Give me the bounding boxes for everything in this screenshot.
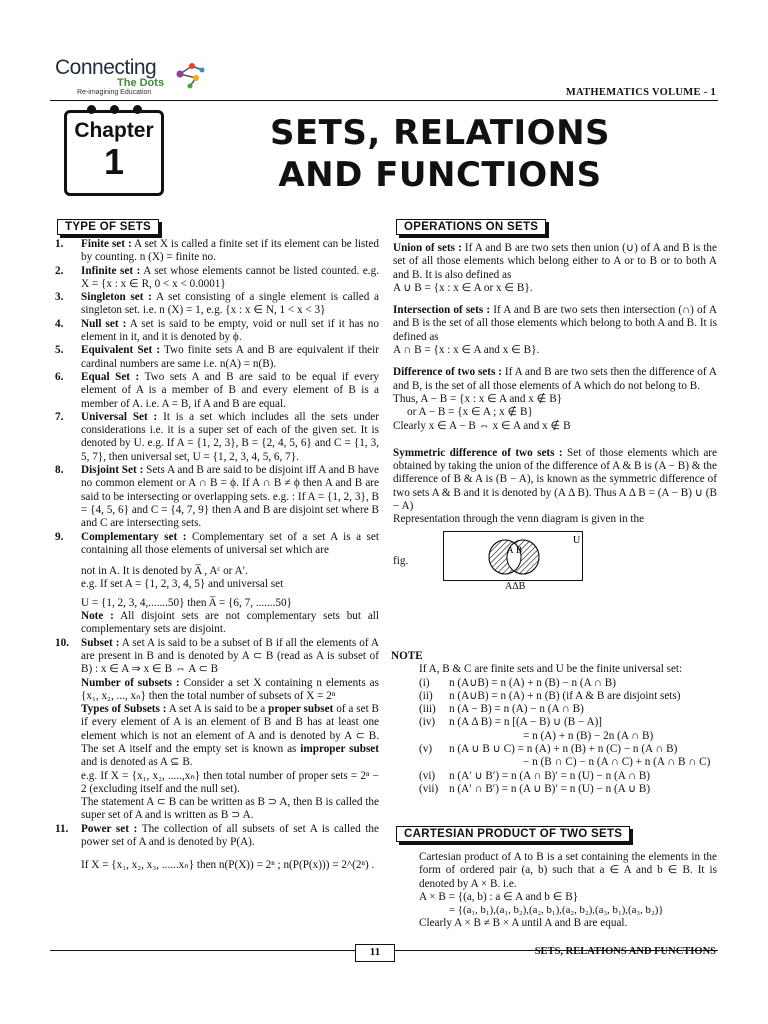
venn-label-a: A: [507, 544, 514, 555]
list-item: 3. Singleton set : A set consisting of a single element is called a singleton set. i.e. n (X) = 1, e.g. {x : x ∈ N, 1 < x < 3}: [55, 291, 380, 317]
note-row: (vii) n (A′ ∩ B′) = n (A ∪ B)′ = n (U) − n (A ∪ B): [419, 782, 651, 795]
note-row: (ii) n (A∪B) = n (A) + n (B) (if A & B are disjoint sets): [419, 689, 681, 702]
cartesian-formula-3: Clearly A × B ≠ B × A until A and B are equal.: [419, 917, 628, 930]
list-item: 5. Equivalent Set : Two finite sets A and B are equivalent if their cardinal numbers are same i.e. n(A) = n(B).: [55, 344, 379, 370]
power-set-example: If X = {x₁, x₂, x₃, ......xₙ} then n(P(X)) = 2ⁿ ; n(P(P(x))) = 2^(2ⁿ) .: [81, 859, 375, 872]
cartesian-formula-1: A × B = {(a, b) : a ∈ A and b ∈ B}: [419, 890, 579, 903]
header-rule: [50, 100, 718, 101]
note-row: (i) n (A∪B) = n (A) + n (B) − n (A ∩ B): [419, 676, 616, 689]
note-intro: If A, B & C are finite sets and U be the finite universal set:: [419, 663, 683, 676]
logo-sub-text: The Dots: [117, 77, 165, 89]
notes-block: [393, 650, 717, 796]
venn-diagram: [443, 531, 583, 581]
venn-caption: AΔB: [505, 580, 526, 592]
cartesian-definition: Cartesian product of A to B is a set containing the elements in the form of ordered pair (a, b) such that a ∈ A and b ∈ B. It is denoted by A × B. i.e.: [419, 851, 717, 890]
list-item: 8. Disjoint Set : Sets A and B are said to be disjoint iff A and B have no common element or A ∩ B = ϕ. If A ∩ B ≠ ϕ then A and B are said to be intersecting or overlapping sets. e.g. : If A = {1, 2, 3}, B = {4, 5, 6} and C = {4, 7, 9} then A and B are disjoint set where B and C are intersecting sets.: [55, 464, 379, 530]
cartesian-block: [419, 851, 717, 931]
types-of-subsets: Types of Subsets : A set A is said to be a proper subset of a set B if every element of A is an element of B and B has at least one element which is not an element of A and is denoted by A ⊂ B. The set A itself and the empty set is known as improper subset and is denoted as A ⊆ B.: [81, 703, 380, 769]
note-row: (v) n (A ∪ B ∪ C) = n (A) + n (B) + n (C) − n (A ∩ B): [419, 743, 678, 756]
list-item: 9. Complementary set : Complementary set of a set A is a set containing all those elements of universal set which are: [55, 530, 379, 556]
footer-title: SETS, RELATIONS AND FUNCTIONS: [534, 946, 716, 957]
difference-formula-3: Clearly x ∈ A − B ⇔ x ∈ A and x ∉ B: [393, 419, 571, 432]
list-item: 7. Universal Set : It is a set which includes all the sets under considerations i.e. it is a super set of each of the given set. It is denoted by U. e.g. If A = {1, 2, 3}, B = {2, 4, 5, 6} and C = {1, 3, 5, 7}, then universal set, U = {1, 2, 3, 4, 5, 6, 7}.: [55, 410, 379, 463]
venn-label-u: U: [573, 534, 581, 546]
intersection-formula: A ∩ B = {x : x ∈ A and x ∈ B}.: [393, 344, 540, 357]
logo-dots-icon: [172, 60, 206, 90]
complement-notation: not in A. It is denoted by A̅ , Aᶜ or A′.: [81, 565, 248, 578]
section-type-of-sets: TYPE OF SETS: [57, 219, 159, 235]
title-line-2: AND FUNCTIONS: [278, 155, 602, 195]
chapter-badge: [64, 110, 164, 196]
difference-formula-1: Thus, A − B = {x : x ∈ A and x ∉ B}: [393, 392, 563, 405]
note-row: − n (B ∩ C) − n (A ∩ C) + n (A ∩ B ∩ C): [523, 756, 711, 769]
list-item: 4. Null set : A set is said to be empty, void or null set if it has no element in it, and it is denoted by ϕ.: [55, 317, 379, 344]
note-list: [393, 677, 717, 797]
logo-tagline: Re-imagining Education: [77, 89, 152, 96]
list-item: 2. Infinite set : A set whose elements cannot be listed counted. e.g. X = {x : x ∈ R, 0 < x < 0.0001}: [55, 264, 379, 290]
symmetric-difference-definition: Symmetric difference of two sets : Set of those elements which are obtained by taking the union of the difference of A & B is (A − B) & the difference of B & A is (B − A), is known as the symmetric difference of two sets A & B and it is denoted by (A Δ B). Thus A Δ B = (A − B) ∪ (B − A): [393, 446, 717, 513]
difference-definition: Difference of two sets : If A and B are two sets then the difference of A and B, is the set of all those elements of A which do not belong to B.: [393, 366, 717, 392]
operations-column: [393, 242, 717, 592]
binder-rings: [67, 105, 161, 114]
intersection-definition: Intersection of sets : If A and B are two sets then intersection (∩) of A and B is the set of all those elements which belong to both A and B. It is defined as: [393, 304, 717, 343]
cartesian-formula-2: = {(a₁, b₁),(a₁, b₂),(a₂, b₁),(a₂, b₂),(a₃, b₁),(a₃, b₂)}: [449, 904, 664, 917]
logo-main-text: Connecting: [55, 56, 157, 79]
left-column: [55, 238, 379, 873]
volume-title: MATHEMATICS VOLUME - 1: [565, 87, 716, 98]
section-cartesian-product: CARTESIAN PRODUCT OF TWO SETS: [396, 826, 630, 842]
note-row: (iii) n (A − B) = n (A) − n (A ∩ B): [419, 703, 584, 716]
complement-note: Note : All disjoint sets are not complementary sets but all complementary sets are disjoint.: [81, 610, 379, 636]
list-item: 11. Power set : The collection of all subsets of set A is called the power set of A and is denoted by P(A).: [55, 822, 379, 849]
number-of-subsets: Number of subsets : Consider a set X containing n elements as {x₁, x₂, ..., xₙ} then the total number of subsets of X = 2ⁿ: [81, 676, 379, 702]
page-title: [220, 112, 660, 196]
fig-label: fig.: [393, 554, 409, 567]
superset-statement: The statement A ⊂ B can be written as B ⊃ A, then B is called the super set of A and is written as B ⊃ A.: [81, 796, 379, 822]
note-row: = n (A) + n (B) − 2n (A ∩ B): [523, 729, 654, 742]
complement-example-result: U = {1, 2, 3, 4,.......50} then A̅ = {6, 7, .......50}: [81, 596, 292, 609]
publisher-logo: [55, 56, 215, 102]
union-formula: A ∪ B = {x : x ∈ A or x ∈ B}.: [393, 281, 533, 294]
note-title: NOTE: [391, 650, 423, 662]
note-row: (iv) n (A Δ B) = n [(A − B) ∪ (B − A)]: [419, 716, 603, 729]
list-item: 1. Finite set : A set X is called a finite set if its element can be listed by counting. n (X) = finite no.: [55, 238, 379, 264]
title-line-1: SETS, RELATIONS: [269, 113, 611, 153]
chapter-label: Chapter: [74, 119, 154, 142]
venn-figure: [393, 534, 717, 592]
venn-intro-text: Representation through the venn diagram is given in the: [393, 513, 645, 526]
section-operations-on-sets: OPERATIONS ON SETS: [396, 219, 546, 235]
list-item: 10. Subset : A set A is said to be a subset of B if all the elements of A are present in B and is denoted by A ⊂ B (read as A is subset of B) : x ∈ A ⇒ x ∈ B ⇔ A ⊂ B: [55, 636, 380, 676]
complement-example: e.g. If set A = {1, 2, 3, 4, 5} and universal set: [81, 578, 284, 591]
proper-subset-count: e.g. If X = {x₁, x₂, .....,xₙ} then total number of proper sets = 2ⁿ − 2 (excluding itself and the null set).: [81, 769, 379, 795]
note-row: (vi) n (A′ ∪ B′) = n (A ∩ B)′ = n (U) − n (A ∩ B): [419, 769, 651, 782]
chapter-number: 1: [103, 141, 125, 182]
union-definition: Union of sets : If A and B are two sets then union (∪) of A and B is the set of all those elements which belong either to A or to B or to both A and B. It is also defined as: [393, 242, 717, 281]
page-number: 11: [355, 944, 395, 962]
difference-formula-2: or A − B = {x ∈ A ; x ∉ B}: [407, 406, 533, 419]
venn-label-b: B: [516, 544, 523, 555]
list-item: 6. Equal Set : Two sets A and B are said to be equal if every element of A is a member of B and every element of B is a member of A. i.e. A = B, if A and B are equal.: [55, 370, 380, 410]
